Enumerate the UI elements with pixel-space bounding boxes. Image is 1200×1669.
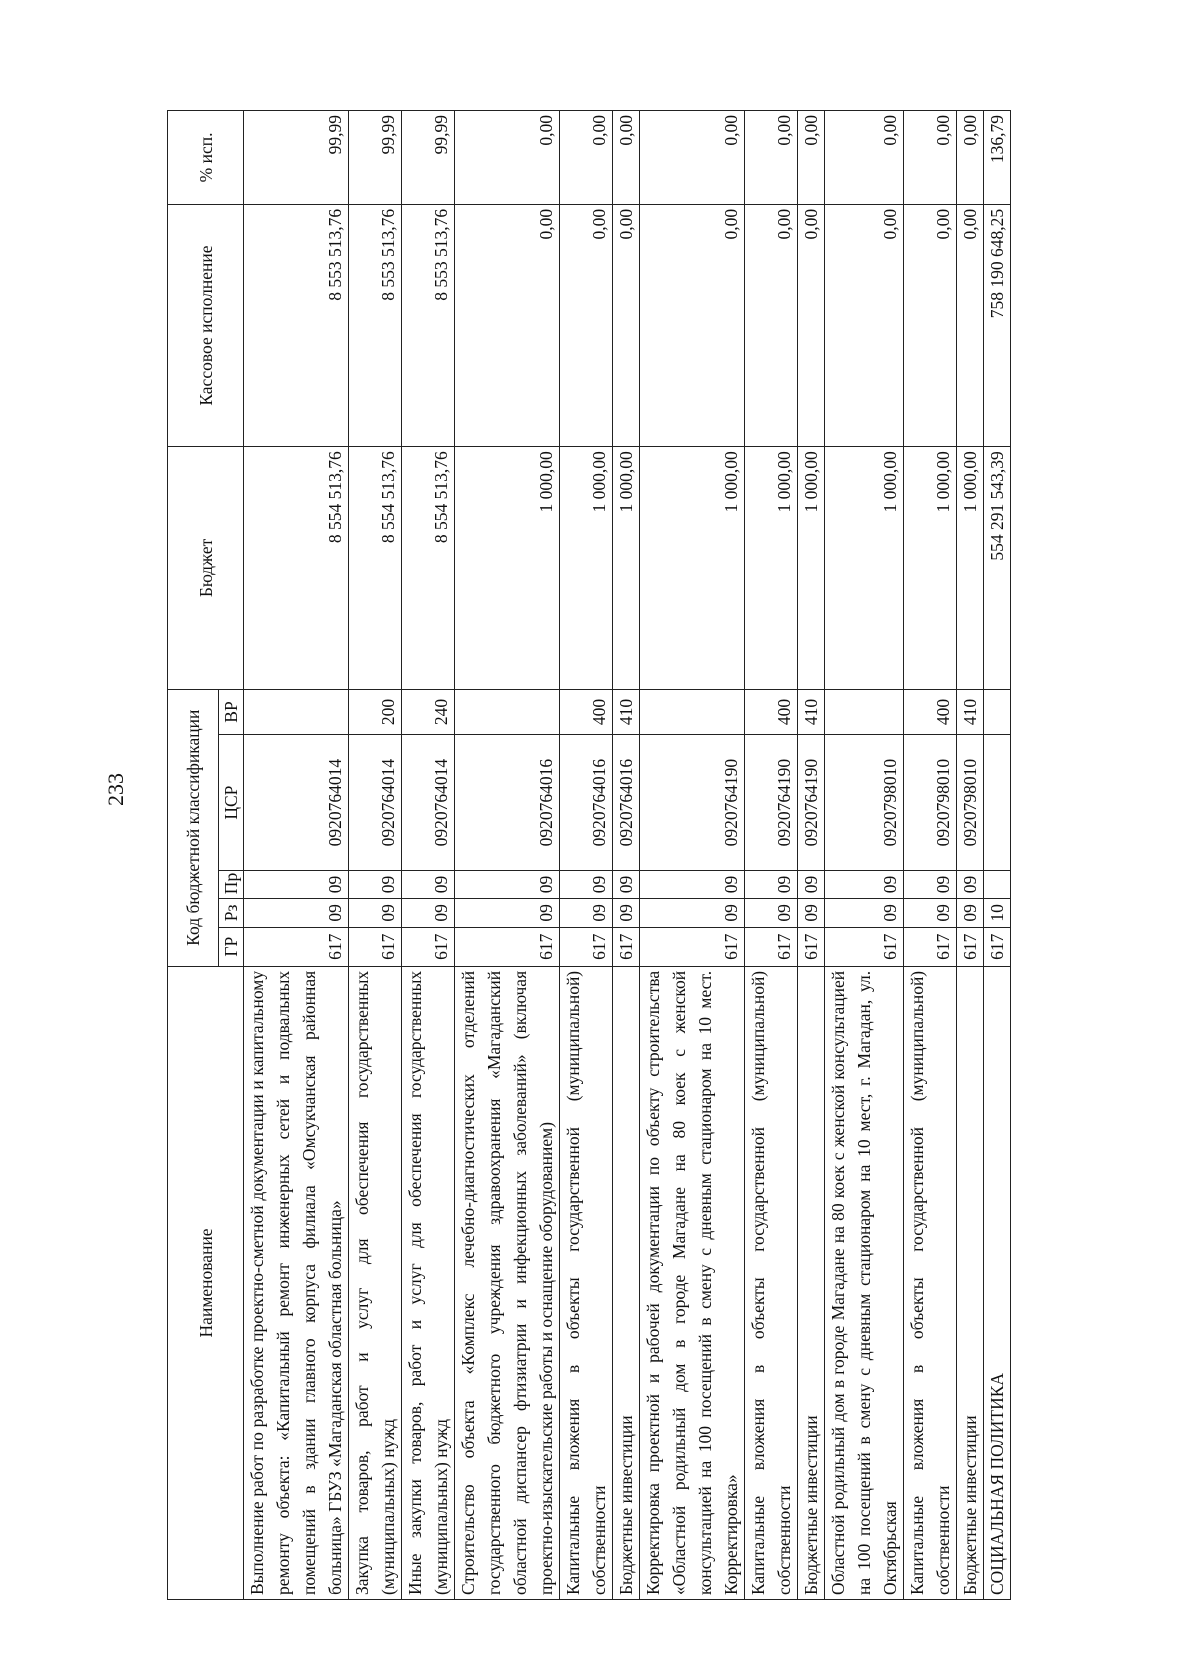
cell-csr: 0920764016	[613, 735, 640, 870]
cell-vr: 410	[957, 689, 984, 735]
cell-budget: 1 000,00	[745, 447, 798, 689]
cell-vr	[984, 689, 1011, 735]
cell-name: Иные закупки товаров, работ и услуг для обеспечения государственных (муниципальных) нужд	[402, 966, 455, 1599]
table-row	[455, 111, 560, 1600]
cell-budget: 1 000,00	[640, 447, 745, 689]
cell-pr: 09	[613, 870, 640, 898]
cell-csr: 0920764190	[798, 735, 825, 870]
cell-name: Капитальные вложения в объекты государственной (муниципальной) собственности	[745, 966, 798, 1599]
table-row	[640, 111, 745, 1600]
cell-name: Бюджетные инвестиции	[613, 966, 640, 1599]
cell-csr: 0920798010	[904, 735, 957, 870]
header-vr: ВР	[219, 689, 244, 735]
cell-percent: 0,00	[640, 111, 745, 205]
table-row	[349, 111, 402, 1600]
cell-csr: 0920764190	[640, 735, 745, 870]
cell-csr: 0920764190	[745, 735, 798, 870]
cell-vr	[244, 689, 349, 735]
cell-csr: 0920764014	[349, 735, 402, 870]
cell-cash: 0,00	[904, 204, 957, 446]
cell-gr: 617	[984, 927, 1011, 966]
cell-vr: 410	[798, 689, 825, 735]
cell-rz: 09	[957, 899, 984, 927]
cell-csr: 0920798010	[957, 735, 984, 870]
cell-budget: 8 554 513,76	[244, 447, 349, 689]
table-row	[957, 111, 984, 1600]
cell-name: Бюджетные инвестиции	[957, 966, 984, 1599]
cell-cash: 0,00	[640, 204, 745, 446]
cell-csr: 0920764014	[402, 735, 455, 870]
table-row	[904, 111, 957, 1600]
cell-csr	[984, 735, 1011, 870]
cell-cash: 0,00	[745, 204, 798, 446]
cell-percent: 0,00	[560, 111, 613, 205]
cell-pr: 09	[745, 870, 798, 898]
cell-name: Корректировка проектной и рабочей документации по объекту строительства «Областной родильный дом в городе Магадане на 80 коек с женской консультацией на 100 посещений в смену с дневным стационаром на 10 мест. Корректировка»	[640, 966, 745, 1599]
cell-percent: 0,00	[798, 111, 825, 205]
cell-rz: 09	[402, 899, 455, 927]
cell-pr: 09	[455, 870, 560, 898]
cell-pr: 09	[402, 870, 455, 898]
header-name: Наименование	[168, 966, 244, 1599]
table-row	[825, 111, 904, 1600]
header-cash-execution: Кассовое исполнение	[168, 204, 244, 446]
cell-rz: 10	[984, 899, 1011, 927]
cell-csr: 0920764016	[560, 735, 613, 870]
cell-pr: 09	[825, 870, 904, 898]
table-row	[984, 111, 1011, 1600]
cell-cash: 758 190 648,25	[984, 204, 1011, 446]
budget-table	[167, 110, 1011, 1600]
cell-cash: 8 553 513,76	[402, 204, 455, 446]
cell-vr: 410	[613, 689, 640, 735]
cell-rz: 09	[613, 899, 640, 927]
cell-budget: 1 000,00	[560, 447, 613, 689]
cell-percent: 0,00	[904, 111, 957, 205]
table-body	[244, 111, 1011, 1600]
cell-csr: 0920798010	[825, 735, 904, 870]
rotated-page-content	[167, 110, 1107, 1600]
cell-rz: 09	[640, 899, 745, 927]
cell-rz: 09	[904, 899, 957, 927]
cell-name: Капитальные вложения в объекты государственной (муниципальной) собственности	[560, 966, 613, 1599]
cell-pr: 09	[904, 870, 957, 898]
cell-cash: 0,00	[825, 204, 904, 446]
cell-gr: 617	[957, 927, 984, 966]
cell-cash: 0,00	[455, 204, 560, 446]
cell-percent: 136,79	[984, 111, 1011, 205]
cell-pr: 09	[560, 870, 613, 898]
cell-vr: 240	[402, 689, 455, 735]
table-row	[560, 111, 613, 1600]
header-rz: Рз	[219, 899, 244, 927]
cell-csr: 0920764016	[455, 735, 560, 870]
cell-vr	[640, 689, 745, 735]
cell-vr: 400	[560, 689, 613, 735]
cell-gr: 617	[640, 927, 745, 966]
cell-gr: 617	[613, 927, 640, 966]
cell-gr: 617	[904, 927, 957, 966]
cell-gr: 617	[455, 927, 560, 966]
cell-budget: 1 000,00	[904, 447, 957, 689]
cell-gr: 617	[825, 927, 904, 966]
cell-csr: 0920764014	[244, 735, 349, 870]
cell-pr: 09	[957, 870, 984, 898]
cell-pr: 09	[798, 870, 825, 898]
header-csr: ЦСР	[219, 735, 244, 870]
cell-gr: 617	[402, 927, 455, 966]
cell-gr: 617	[560, 927, 613, 966]
cell-pr: 09	[640, 870, 745, 898]
table-header-row	[168, 111, 219, 1600]
cell-cash: 8 553 513,76	[349, 204, 402, 446]
cell-gr: 617	[244, 927, 349, 966]
cell-cash: 0,00	[560, 204, 613, 446]
cell-percent: 0,00	[825, 111, 904, 205]
table-row	[798, 111, 825, 1600]
header-percent: % исп.	[168, 111, 244, 205]
header-pr: Пр	[219, 870, 244, 898]
cell-vr: 400	[745, 689, 798, 735]
cell-name: СОЦИАЛЬНАЯ ПОЛИТИКА	[984, 966, 1011, 1599]
cell-cash: 8 553 513,76	[244, 204, 349, 446]
cell-gr: 617	[349, 927, 402, 966]
table-row	[402, 111, 455, 1600]
cell-pr: 09	[244, 870, 349, 898]
cell-vr	[455, 689, 560, 735]
cell-budget: 8 554 513,76	[349, 447, 402, 689]
cell-rz: 09	[745, 899, 798, 927]
header-code-group: Код бюджетной классификации	[168, 689, 219, 966]
cell-percent: 0,00	[957, 111, 984, 205]
cell-percent: 99,99	[244, 111, 349, 205]
cell-rz: 09	[349, 899, 402, 927]
cell-rz: 09	[560, 899, 613, 927]
cell-budget: 8 554 513,76	[402, 447, 455, 689]
page-number: 233	[103, 773, 128, 806]
cell-percent: 0,00	[613, 111, 640, 205]
cell-name: Выполнение работ по разработке проектно-сметной документации и капитальному ремонту объекта: «Капитальный ремонт инженерных сетей и подвальных помещений в здании главного корпуса филиала «Омсукчанская районная больница» ГБУЗ «Магаданская областная больница»	[244, 966, 349, 1599]
cell-budget: 1 000,00	[957, 447, 984, 689]
cell-rz: 09	[825, 899, 904, 927]
cell-gr: 617	[745, 927, 798, 966]
cell-budget: 1 000,00	[455, 447, 560, 689]
cell-name: Бюджетные инвестиции	[798, 966, 825, 1599]
cell-pr: 09	[349, 870, 402, 898]
cell-pr	[984, 870, 1011, 898]
table-row	[613, 111, 640, 1600]
cell-vr: 400	[904, 689, 957, 735]
table-row	[745, 111, 798, 1600]
cell-vr	[825, 689, 904, 735]
cell-rz: 09	[455, 899, 560, 927]
cell-cash: 0,00	[613, 204, 640, 446]
cell-name: Областной родильный дом в городе Магадане на 80 коек с женской консультацией на 100 посещений в смену с дневным стационаром на 10 мест, г. Магадан, ул. Октябрьская	[825, 966, 904, 1599]
cell-rz: 09	[244, 899, 349, 927]
header-gr: ГР	[219, 927, 244, 966]
table-row	[244, 111, 349, 1600]
cell-cash: 0,00	[798, 204, 825, 446]
cell-percent: 0,00	[455, 111, 560, 205]
cell-rz: 09	[798, 899, 825, 927]
cell-budget: 554 291 543,39	[984, 447, 1011, 689]
cell-budget: 1 000,00	[825, 447, 904, 689]
cell-vr: 200	[349, 689, 402, 735]
cell-name: Строительство объекта «Комплекс лечебно-диагностических отделений государственного бюджетного учреждения здравоохранения «Магаданский областной диспансер фтизиатрии и инфекционных заболеваний» (включая проектно-изыскательские работы и оснащение оборудованием)	[455, 966, 560, 1599]
cell-budget: 1 000,00	[798, 447, 825, 689]
cell-gr: 617	[798, 927, 825, 966]
header-budget: Бюджет	[168, 447, 244, 689]
cell-percent: 0,00	[745, 111, 798, 205]
cell-name: Закупка товаров, работ и услуг для обеспечения государственных (муниципальных) нужд	[349, 966, 402, 1599]
cell-budget: 1 000,00	[613, 447, 640, 689]
cell-name: Капитальные вложения в объекты государственной (муниципальной) собственности	[904, 966, 957, 1599]
cell-percent: 99,99	[402, 111, 455, 205]
cell-cash: 0,00	[957, 204, 984, 446]
cell-percent: 99,99	[349, 111, 402, 205]
